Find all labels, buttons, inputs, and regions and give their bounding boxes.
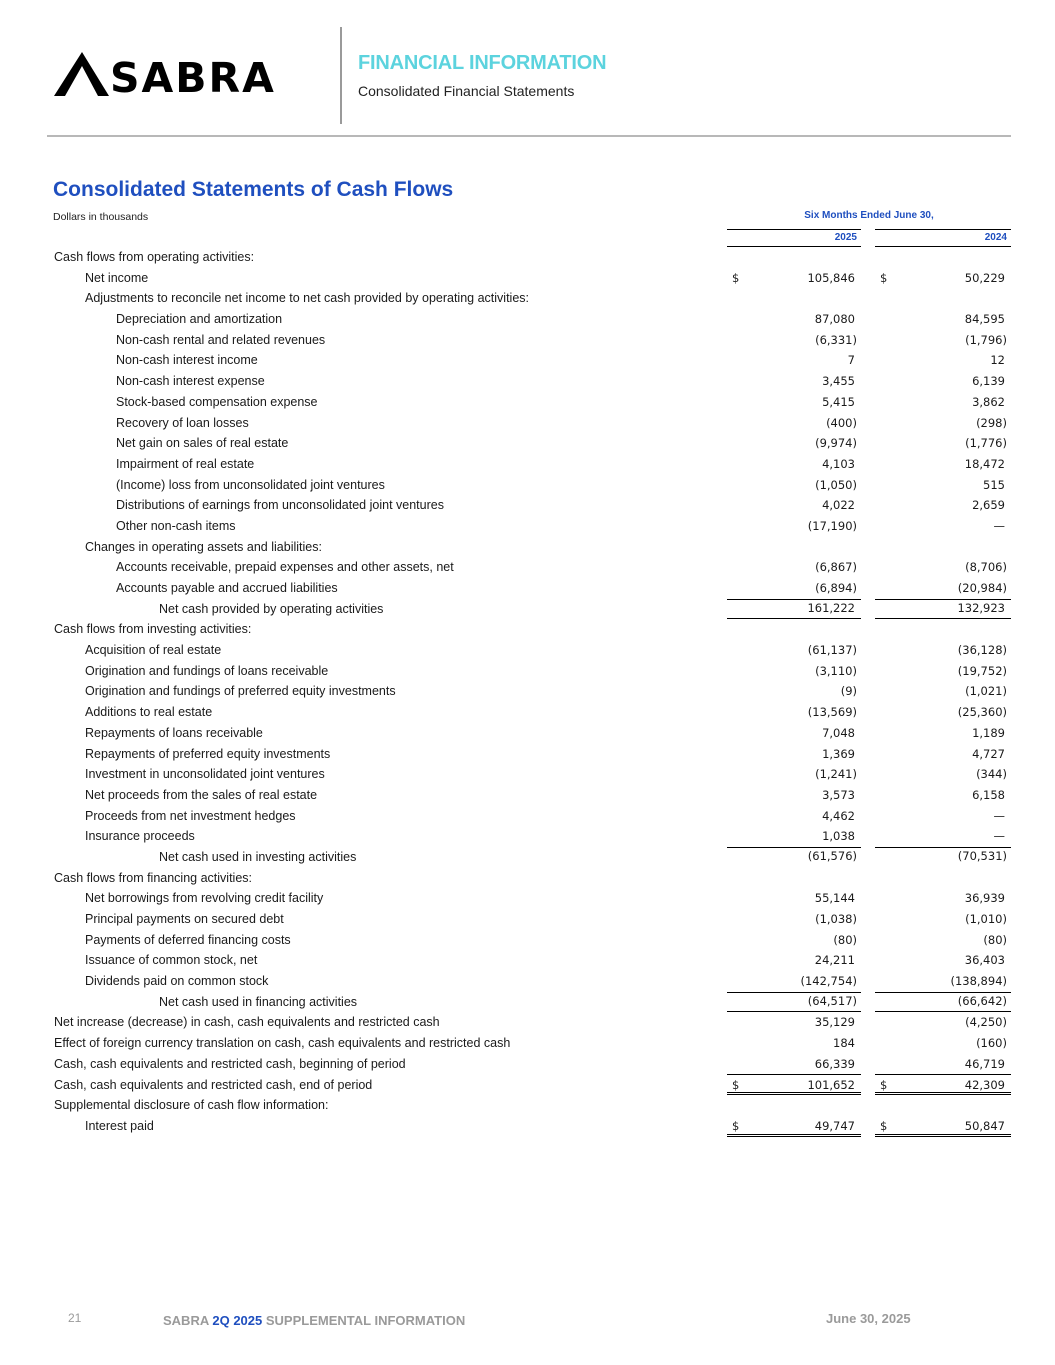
header-rule	[47, 135, 1011, 137]
statement-title: Consolidated Statements of Cash Flows	[53, 178, 454, 201]
row-value: (1,776)	[965, 436, 1007, 451]
table-row	[0, 599, 1055, 620]
value-2024-cell	[875, 785, 1011, 806]
row-value: 7,048	[822, 725, 855, 740]
value-2025-cell	[727, 1033, 861, 1054]
value-2025-cell	[727, 578, 861, 599]
value-2025-cell	[727, 557, 861, 578]
row-label: Net borrowings from revolving credit facility	[85, 891, 324, 906]
value-2025-cell	[727, 723, 861, 744]
row-value: —	[993, 808, 1005, 823]
table-row	[0, 826, 1055, 847]
value-2024-cell	[875, 950, 1011, 971]
row-value: 55,144	[814, 891, 855, 906]
table-row	[0, 454, 1055, 475]
row-value: 132,923	[957, 601, 1005, 616]
row-value: (17,190)	[807, 518, 857, 533]
units-note: Dollars in thousands	[53, 211, 149, 223]
value-2024-cell	[875, 661, 1011, 682]
currency-symbol: $	[732, 1077, 740, 1092]
table-row	[0, 868, 1055, 889]
table-row	[0, 1116, 1055, 1137]
row-label: Issuance of common stock, net	[85, 953, 258, 968]
value-2025-cell	[727, 330, 861, 351]
row-value: (6,867)	[815, 560, 857, 575]
row-value: 4,103	[822, 456, 855, 471]
value-2024-cell	[875, 309, 1011, 330]
row-label: Net cash used in financing activities	[159, 994, 358, 1009]
value-2024-cell	[875, 681, 1011, 702]
row-label: Net cash provided by operating activities	[159, 601, 384, 616]
row-value: 3,862	[972, 394, 1005, 409]
row-value: —	[993, 829, 1005, 844]
table-row	[0, 992, 1055, 1013]
value-2024-cell	[875, 971, 1011, 992]
currency-symbol: $	[880, 1118, 888, 1133]
row-label: Origination and fundings of loans receivable	[85, 663, 329, 678]
row-value: (19,752)	[957, 663, 1007, 678]
row-label: Accounts payable and accrued liabilities	[116, 581, 338, 595]
value-2024-cell	[875, 888, 1011, 909]
table-row	[0, 744, 1055, 765]
value-2024-cell	[875, 599, 1011, 620]
row-value: (6,894)	[815, 581, 857, 595]
header-divider	[340, 27, 342, 124]
value-2024-cell	[875, 413, 1011, 434]
row-value: 50,847	[964, 1118, 1005, 1133]
row-value: 4,462	[822, 808, 855, 823]
table-row	[0, 950, 1055, 971]
row-value: (400)	[826, 415, 857, 430]
value-2025-cell	[727, 702, 861, 723]
row-value: (4,250)	[965, 1015, 1007, 1030]
row-label: Depreciation and amortization	[116, 312, 283, 327]
row-value: (80)	[833, 932, 857, 947]
table-row	[0, 1075, 1055, 1096]
table-row	[0, 785, 1055, 806]
row-label: (Income) loss from unconsolidated joint ventures	[116, 477, 385, 492]
row-label: Origination and fundings of preferred equity investments	[85, 684, 396, 699]
row-value: (344)	[976, 767, 1007, 782]
value-2024-cell	[875, 744, 1011, 765]
row-value: 184	[833, 1036, 855, 1051]
row-label: Effect of foreign currency translation on cash, cash equivalents and restricted cash	[54, 1036, 511, 1051]
row-label: Payments of deferred financing costs	[85, 932, 291, 947]
row-label: Acquisition of real estate	[85, 643, 222, 658]
table-row	[0, 661, 1055, 682]
table-row	[0, 764, 1055, 785]
row-value: 4,727	[972, 746, 1005, 761]
section-subtitle: Consolidated Financial Statements	[358, 83, 575, 99]
value-2025-cell	[727, 454, 861, 475]
value-2024-cell	[875, 516, 1011, 537]
value-2024-cell	[875, 1116, 1011, 1137]
value-2025-cell	[727, 392, 861, 413]
value-2025-cell	[727, 909, 861, 930]
row-label: Net income	[85, 270, 149, 285]
row-label: Accounts receivable, prepaid expenses and other assets, net	[116, 560, 454, 575]
value-2025-cell	[727, 475, 861, 496]
row-value: (13,569)	[807, 705, 857, 720]
table-row	[0, 392, 1055, 413]
value-2025-cell	[727, 681, 861, 702]
currency-symbol: $	[880, 270, 888, 285]
row-value: —	[993, 518, 1005, 533]
table-row	[0, 619, 1055, 640]
value-2025-cell	[727, 847, 861, 868]
value-2024-cell	[875, 640, 1011, 661]
value-2025-cell	[727, 992, 861, 1013]
value-2024-cell	[875, 826, 1011, 847]
value-2025-cell	[727, 309, 861, 330]
currency-symbol: $	[732, 270, 740, 285]
row-label: Adjustments to reconcile net income to net cash provided by operating activities:	[85, 291, 529, 306]
table-row	[0, 1054, 1055, 1075]
value-2024-cell	[875, 557, 1011, 578]
table-row	[0, 888, 1055, 909]
row-value: (20,984)	[957, 581, 1007, 595]
row-label: Cash flows from investing activities:	[54, 622, 252, 637]
row-label: Non-cash interest expense	[116, 374, 265, 389]
value-2025-cell	[727, 826, 861, 847]
row-label: Principal payments on secured debt	[85, 912, 284, 926]
row-label: Insurance proceeds	[85, 829, 195, 844]
row-label: Recovery of loan losses	[116, 415, 249, 430]
table-row	[0, 930, 1055, 951]
row-value: (142,754)	[800, 974, 857, 989]
row-label: Net cash used in investing activities	[159, 849, 357, 864]
row-value: 46,719	[964, 1056, 1005, 1071]
table-row	[0, 516, 1055, 537]
row-value: 36,939	[964, 891, 1005, 906]
row-label: Cash, cash equivalents and restricted cash, beginning of period	[54, 1056, 406, 1071]
row-value: 66,339	[814, 1056, 855, 1071]
value-2024-cell	[875, 909, 1011, 930]
row-value: (160)	[976, 1036, 1007, 1051]
value-2024-cell	[875, 350, 1011, 371]
row-value: (6,331)	[815, 332, 857, 347]
row-value: 87,080	[814, 312, 855, 327]
row-value: (70,531)	[957, 849, 1007, 864]
row-value: (36,128)	[957, 643, 1007, 658]
value-2025-cell	[727, 371, 861, 392]
row-value: (1,010)	[965, 912, 1007, 926]
value-2025-cell	[727, 1054, 861, 1075]
row-value: 12	[990, 353, 1005, 368]
row-value: (1,021)	[965, 684, 1007, 699]
value-2024-cell	[875, 723, 1011, 744]
table-row	[0, 971, 1055, 992]
table-row	[0, 268, 1055, 289]
table-row	[0, 578, 1055, 599]
row-label: Net proceeds from the sales of real estate	[85, 787, 318, 802]
row-label: Net gain on sales of real estate	[116, 436, 289, 451]
value-2024-cell	[875, 1054, 1011, 1075]
cash-flow-table	[0, 247, 1055, 1137]
value-2025-cell	[727, 350, 861, 371]
table-row	[0, 1033, 1055, 1054]
row-label: Impairment of real estate	[116, 456, 255, 471]
sabra-logo	[52, 50, 297, 100]
column-header-2025: 2025	[727, 229, 861, 247]
row-value: 2,659	[972, 498, 1005, 513]
row-value: 24,211	[814, 953, 855, 968]
table-row	[0, 723, 1055, 744]
row-label: Non-cash interest income	[116, 353, 258, 368]
value-2024-cell	[875, 371, 1011, 392]
value-2025-cell	[727, 971, 861, 992]
value-2025-cell	[727, 268, 861, 289]
value-2024-cell	[875, 806, 1011, 827]
value-2024-cell	[875, 392, 1011, 413]
row-value: (61,137)	[807, 643, 857, 658]
row-value: 49,747	[814, 1118, 855, 1133]
row-value: 101,652	[807, 1077, 855, 1092]
row-label: Net increase (decrease) in cash, cash equivalents and restricted cash	[54, 1015, 440, 1030]
table-row	[0, 681, 1055, 702]
footer-highlight: 2Q 2025	[212, 1313, 263, 1328]
row-label: Non-cash rental and related revenues	[116, 332, 326, 347]
value-2025-cell	[727, 764, 861, 785]
value-2024-cell	[875, 847, 1011, 868]
row-value: 3,455	[822, 374, 855, 389]
value-2025-cell	[727, 661, 861, 682]
row-label: Cash flows from operating activities:	[54, 250, 255, 264]
value-2025-cell	[727, 888, 861, 909]
row-value: (64,517)	[807, 994, 857, 1009]
value-2025-cell	[727, 640, 861, 661]
row-label: Stock-based compensation expense	[116, 394, 318, 409]
row-value: 161,222	[807, 601, 855, 616]
row-value: 84,595	[964, 312, 1005, 327]
row-value: 3,573	[822, 787, 855, 802]
value-2025-cell	[727, 1075, 861, 1096]
value-2024-cell	[875, 475, 1011, 496]
row-value: 7	[847, 353, 855, 368]
row-value: 36,403	[964, 953, 1005, 968]
row-value: 4,022	[822, 498, 855, 513]
table-row	[0, 433, 1055, 454]
value-2025-cell	[727, 950, 861, 971]
row-value: 18,472	[964, 456, 1005, 471]
value-2025-cell	[727, 785, 861, 806]
row-value: (80)	[983, 932, 1007, 947]
row-label: Other non-cash items	[116, 518, 236, 533]
row-label: Cash flows from financing activities:	[54, 870, 252, 885]
row-value: (9)	[840, 684, 857, 699]
table-row	[0, 309, 1055, 330]
row-value: 105,846	[807, 270, 855, 285]
footer-title	[163, 1313, 465, 1328]
table-row	[0, 640, 1055, 661]
table-row	[0, 475, 1055, 496]
table-row	[0, 371, 1055, 392]
table-row	[0, 806, 1055, 827]
row-value: (3,110)	[815, 663, 857, 678]
value-2024-cell	[875, 330, 1011, 351]
footer-date: June 30, 2025	[826, 1311, 911, 1326]
row-label: Proceeds from net investment hedges	[85, 808, 296, 823]
row-label: Dividends paid on common stock	[85, 974, 269, 989]
value-2024-cell	[875, 992, 1011, 1013]
svg-text:SABRA: SABRA	[110, 54, 276, 100]
table-row	[0, 495, 1055, 516]
value-2024-cell	[875, 1033, 1011, 1054]
row-value: 50,229	[964, 270, 1005, 285]
table-row	[0, 702, 1055, 723]
table-row	[0, 330, 1055, 351]
row-value: (61,576)	[807, 849, 857, 864]
value-2025-cell	[727, 413, 861, 434]
table-row	[0, 537, 1055, 558]
row-value: (138,894)	[950, 974, 1007, 989]
row-label: Investment in unconsolidated joint ventures	[85, 767, 325, 782]
section-title: FINANCIAL INFORMATION	[358, 52, 607, 74]
row-label: Additions to real estate	[85, 705, 213, 720]
value-2024-cell	[875, 1012, 1011, 1033]
row-value: (66,642)	[957, 994, 1007, 1009]
value-2025-cell	[727, 1012, 861, 1033]
period-header: Six Months Ended June 30,	[804, 210, 934, 221]
row-value: (9,974)	[815, 436, 857, 451]
currency-symbol: $	[880, 1077, 888, 1092]
value-2025-cell	[727, 433, 861, 454]
value-2024-cell	[875, 930, 1011, 951]
value-2025-cell	[727, 516, 861, 537]
value-2025-cell	[727, 599, 861, 620]
table-row	[0, 247, 1055, 268]
value-2025-cell	[727, 1116, 861, 1137]
value-2024-cell	[875, 495, 1011, 516]
row-label: Changes in operating assets and liabilities:	[85, 539, 322, 554]
footer-suffix: SUPPLEMENTAL INFORMATION	[265, 1313, 466, 1328]
value-2025-cell	[727, 744, 861, 765]
row-value: 35,129	[814, 1015, 855, 1030]
row-value: 6,158	[972, 787, 1005, 802]
row-value: 1,038	[822, 829, 855, 844]
row-value: (8,706)	[965, 560, 1007, 575]
value-2024-cell	[875, 454, 1011, 475]
value-2025-cell	[727, 495, 861, 516]
value-2024-cell	[875, 578, 1011, 599]
row-value: 515	[983, 477, 1005, 492]
table-row	[0, 1012, 1055, 1033]
row-value: (25,360)	[957, 705, 1007, 720]
table-row	[0, 557, 1055, 578]
row-value: 1,189	[972, 725, 1005, 740]
row-value: (1,038)	[815, 912, 857, 926]
row-label: Repayments of loans receivable	[85, 725, 263, 740]
table-row	[0, 909, 1055, 930]
column-header-2024: 2024	[875, 229, 1011, 247]
row-value: 42,309	[964, 1077, 1005, 1092]
value-2025-cell	[727, 806, 861, 827]
row-label: Supplemental disclosure of cash flow information:	[54, 1098, 329, 1113]
row-value: 6,139	[972, 374, 1005, 389]
row-value: (1,796)	[965, 332, 1007, 347]
value-2024-cell	[875, 433, 1011, 454]
row-label: Interest paid	[85, 1118, 154, 1133]
row-value: 1,369	[822, 746, 855, 761]
row-value: (1,241)	[815, 767, 857, 782]
value-2024-cell	[875, 764, 1011, 785]
table-row	[0, 847, 1055, 868]
table-row	[0, 350, 1055, 371]
row-label: Cash, cash equivalents and restricted cash, end of period	[54, 1077, 373, 1092]
row-label: Distributions of earnings from unconsolidated joint ventures	[116, 498, 444, 513]
row-label: Repayments of preferred equity investments	[85, 746, 331, 761]
footer-prefix: SABRA	[163, 1313, 209, 1328]
row-value: (1,050)	[815, 477, 857, 492]
row-value: 5,415	[822, 394, 855, 409]
value-2024-cell	[875, 268, 1011, 289]
value-2025-cell	[727, 930, 861, 951]
value-2024-cell	[875, 1075, 1011, 1096]
currency-symbol: $	[732, 1118, 740, 1133]
table-row	[0, 413, 1055, 434]
value-2024-cell	[875, 702, 1011, 723]
table-row	[0, 288, 1055, 309]
page-number: 21	[68, 1311, 82, 1325]
row-value: (298)	[976, 415, 1007, 430]
table-row	[0, 1095, 1055, 1116]
